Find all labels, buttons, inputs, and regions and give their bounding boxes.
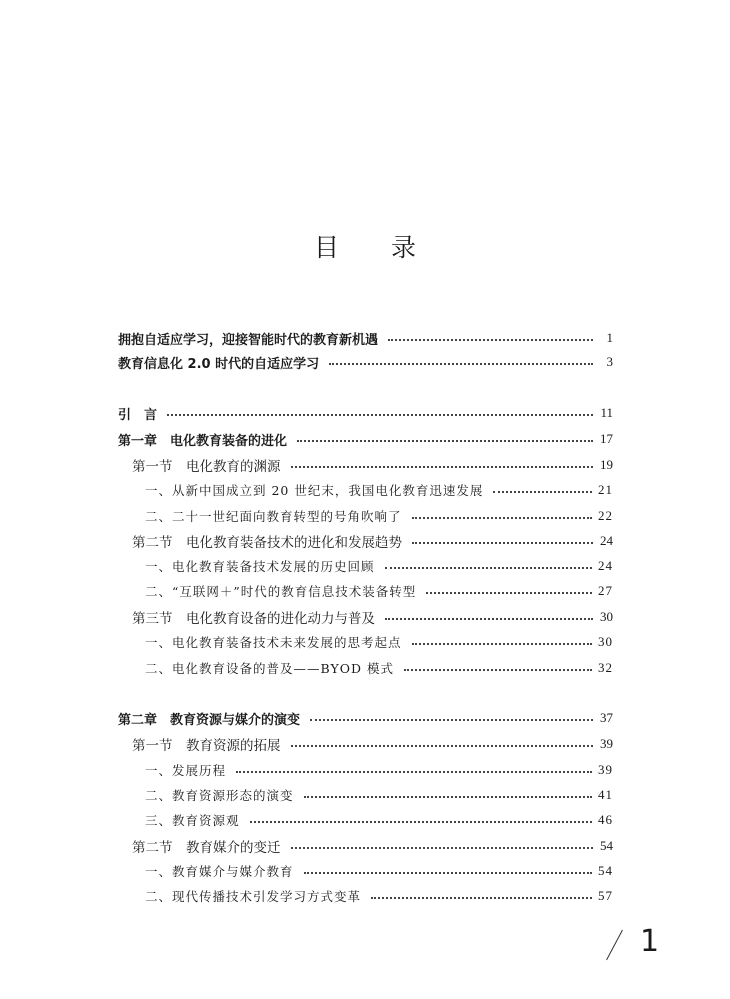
page-title: 目录 bbox=[313, 233, 468, 262]
toc-entry-chapter-1[interactable] bbox=[118, 428, 613, 450]
toc-page-number: 24 bbox=[598, 558, 613, 573]
toc-page-number: 54 bbox=[600, 838, 613, 853]
toc-dot-leader bbox=[250, 821, 592, 823]
toc-page-number: 46 bbox=[598, 812, 613, 827]
toc-entry-label: 拥抱自适应学习，迎接智能时代的教育新机遇 bbox=[118, 332, 379, 348]
toc-entry-label: 一、从新中国成立到 20 世纪末，我国电化教育迅速发展 bbox=[145, 483, 484, 498]
toc-entry-ch1-section-2[interactable] bbox=[118, 530, 613, 552]
toc-entry-label: 一、电化教育装备技术发展的历史回顾 bbox=[145, 559, 375, 574]
toc-page-number: 27 bbox=[598, 583, 613, 598]
toc-entry-ch2-s1-item-3[interactable] bbox=[118, 809, 613, 831]
toc-entry-ch1-s1-item-2[interactable] bbox=[118, 505, 613, 527]
toc-entry-ch1-section-1[interactable] bbox=[118, 454, 613, 476]
toc-dot-leader bbox=[385, 618, 593, 620]
toc-dot-leader bbox=[385, 567, 592, 569]
toc-entry-ch1-s3-item-1[interactable] bbox=[118, 631, 613, 653]
toc-dot-leader bbox=[412, 517, 592, 519]
toc-dot-leader bbox=[310, 719, 593, 721]
toc-dot-leader bbox=[291, 745, 594, 747]
toc-dot-leader bbox=[304, 796, 592, 798]
toc-entry-label: 教育信息化 2.0 时代的自适应学习 bbox=[118, 356, 320, 372]
toc-entry-introduction[interactable] bbox=[118, 402, 613, 424]
toc-entry-label: 二、“互联网＋”时代的教育信息技术装备转型 bbox=[145, 584, 417, 599]
toc-entry-label: 第二章 教育资源与媒介的演变 bbox=[118, 712, 301, 728]
toc-dot-leader bbox=[297, 440, 593, 442]
toc-entry-chapter-2[interactable] bbox=[118, 707, 613, 729]
toc-entry-label: 一、电化教育装备技术未来发展的思考起点 bbox=[145, 635, 402, 650]
toc-page-number: 1 bbox=[606, 330, 613, 345]
toc-dot-leader bbox=[371, 897, 592, 899]
toc-page-number: 21 bbox=[598, 482, 613, 497]
toc-dot-leader bbox=[291, 466, 594, 468]
toc-dot-leader bbox=[388, 339, 593, 341]
toc-entry-ch2-section-1[interactable] bbox=[118, 733, 613, 755]
toc-page-number: 41 bbox=[598, 787, 613, 802]
toc-entry-label: 二、现代传播技术引发学习方式变革 bbox=[145, 889, 362, 904]
toc-dot-leader bbox=[404, 669, 592, 671]
toc-entry-ch1-s2-item-2[interactable] bbox=[118, 580, 613, 602]
toc-entry-ch1-s2-item-1[interactable] bbox=[118, 555, 613, 577]
toc-entry-ch2-section-2[interactable] bbox=[118, 835, 613, 857]
toc-page-number: 19 bbox=[600, 457, 613, 472]
toc-entry-ch2-s2-item-2[interactable] bbox=[118, 885, 613, 907]
toc-dot-leader bbox=[291, 847, 594, 849]
toc-page-number: 39 bbox=[600, 736, 613, 751]
toc-dot-leader bbox=[167, 414, 593, 416]
toc-page-number: 37 bbox=[600, 710, 613, 725]
toc-page-number: 3 bbox=[606, 354, 613, 369]
toc-entry-label: 第一节 教育资源的拓展 bbox=[132, 738, 281, 754]
toc-entry-label: 三、教育资源观 bbox=[145, 813, 240, 828]
toc-page-number: 30 bbox=[598, 634, 613, 649]
toc-entry-label: 二、电化教育设备的普及——BYOD 模式 bbox=[145, 661, 394, 676]
toc-entry-label: 第三节 电化教育设备的进化动力与普及 bbox=[132, 611, 375, 627]
toc-entry-label: 一、发展历程 bbox=[145, 763, 227, 778]
toc-entry-label: 引 言 bbox=[118, 407, 158, 423]
toc-entry-label: 二、二十一世纪面向教育转型的号角吹响了 bbox=[145, 509, 402, 524]
toc-entry-ch1-s1-item-1[interactable] bbox=[118, 479, 613, 501]
toc-entry-ch2-s2-item-1[interactable] bbox=[118, 860, 613, 882]
toc-entry-label: 二、教育资源形态的演变 bbox=[145, 788, 294, 803]
toc-dot-leader bbox=[426, 592, 592, 594]
toc-entry-ch2-s1-item-1[interactable] bbox=[118, 759, 613, 781]
toc-dot-leader bbox=[412, 542, 593, 544]
toc-page-number: 11 bbox=[600, 405, 613, 420]
toc-dot-leader bbox=[304, 872, 592, 874]
toc-page-number: 30 bbox=[600, 609, 613, 624]
page-number: 1 bbox=[640, 924, 660, 959]
toc-page-number: 54 bbox=[598, 863, 613, 878]
toc-entry-label: 一、教育媒介与媒介教育 bbox=[145, 864, 294, 879]
toc-entry-preface-1[interactable] bbox=[118, 327, 613, 349]
toc-entry-label: 第一节 电化教育的渊源 bbox=[132, 459, 281, 475]
toc-entry-label: 第一章 电化教育装备的进化 bbox=[118, 433, 288, 449]
toc-entry-ch1-section-3[interactable] bbox=[118, 606, 613, 628]
toc-entry-label: 第二节 教育媒介的变迁 bbox=[132, 840, 281, 856]
toc-entry-label: 第二节 电化教育装备技术的进化和发展趋势 bbox=[132, 535, 402, 551]
toc-page-number: 32 bbox=[598, 660, 613, 675]
toc-dot-leader bbox=[412, 643, 592, 645]
toc-entry-ch1-s3-item-2[interactable] bbox=[118, 657, 613, 679]
toc-dot-leader bbox=[236, 771, 592, 773]
toc-entry-preface-2[interactable] bbox=[118, 351, 613, 373]
toc-dot-leader bbox=[329, 363, 593, 365]
toc-page-number: 57 bbox=[598, 888, 613, 903]
toc-dot-leader bbox=[493, 491, 592, 493]
toc-entry-ch2-s1-item-2[interactable] bbox=[118, 784, 613, 806]
toc-page-number: 24 bbox=[600, 533, 613, 548]
toc-page-number: 39 bbox=[598, 762, 613, 777]
toc-page-number: 17 bbox=[600, 431, 613, 446]
toc-page-number: 22 bbox=[598, 508, 613, 523]
